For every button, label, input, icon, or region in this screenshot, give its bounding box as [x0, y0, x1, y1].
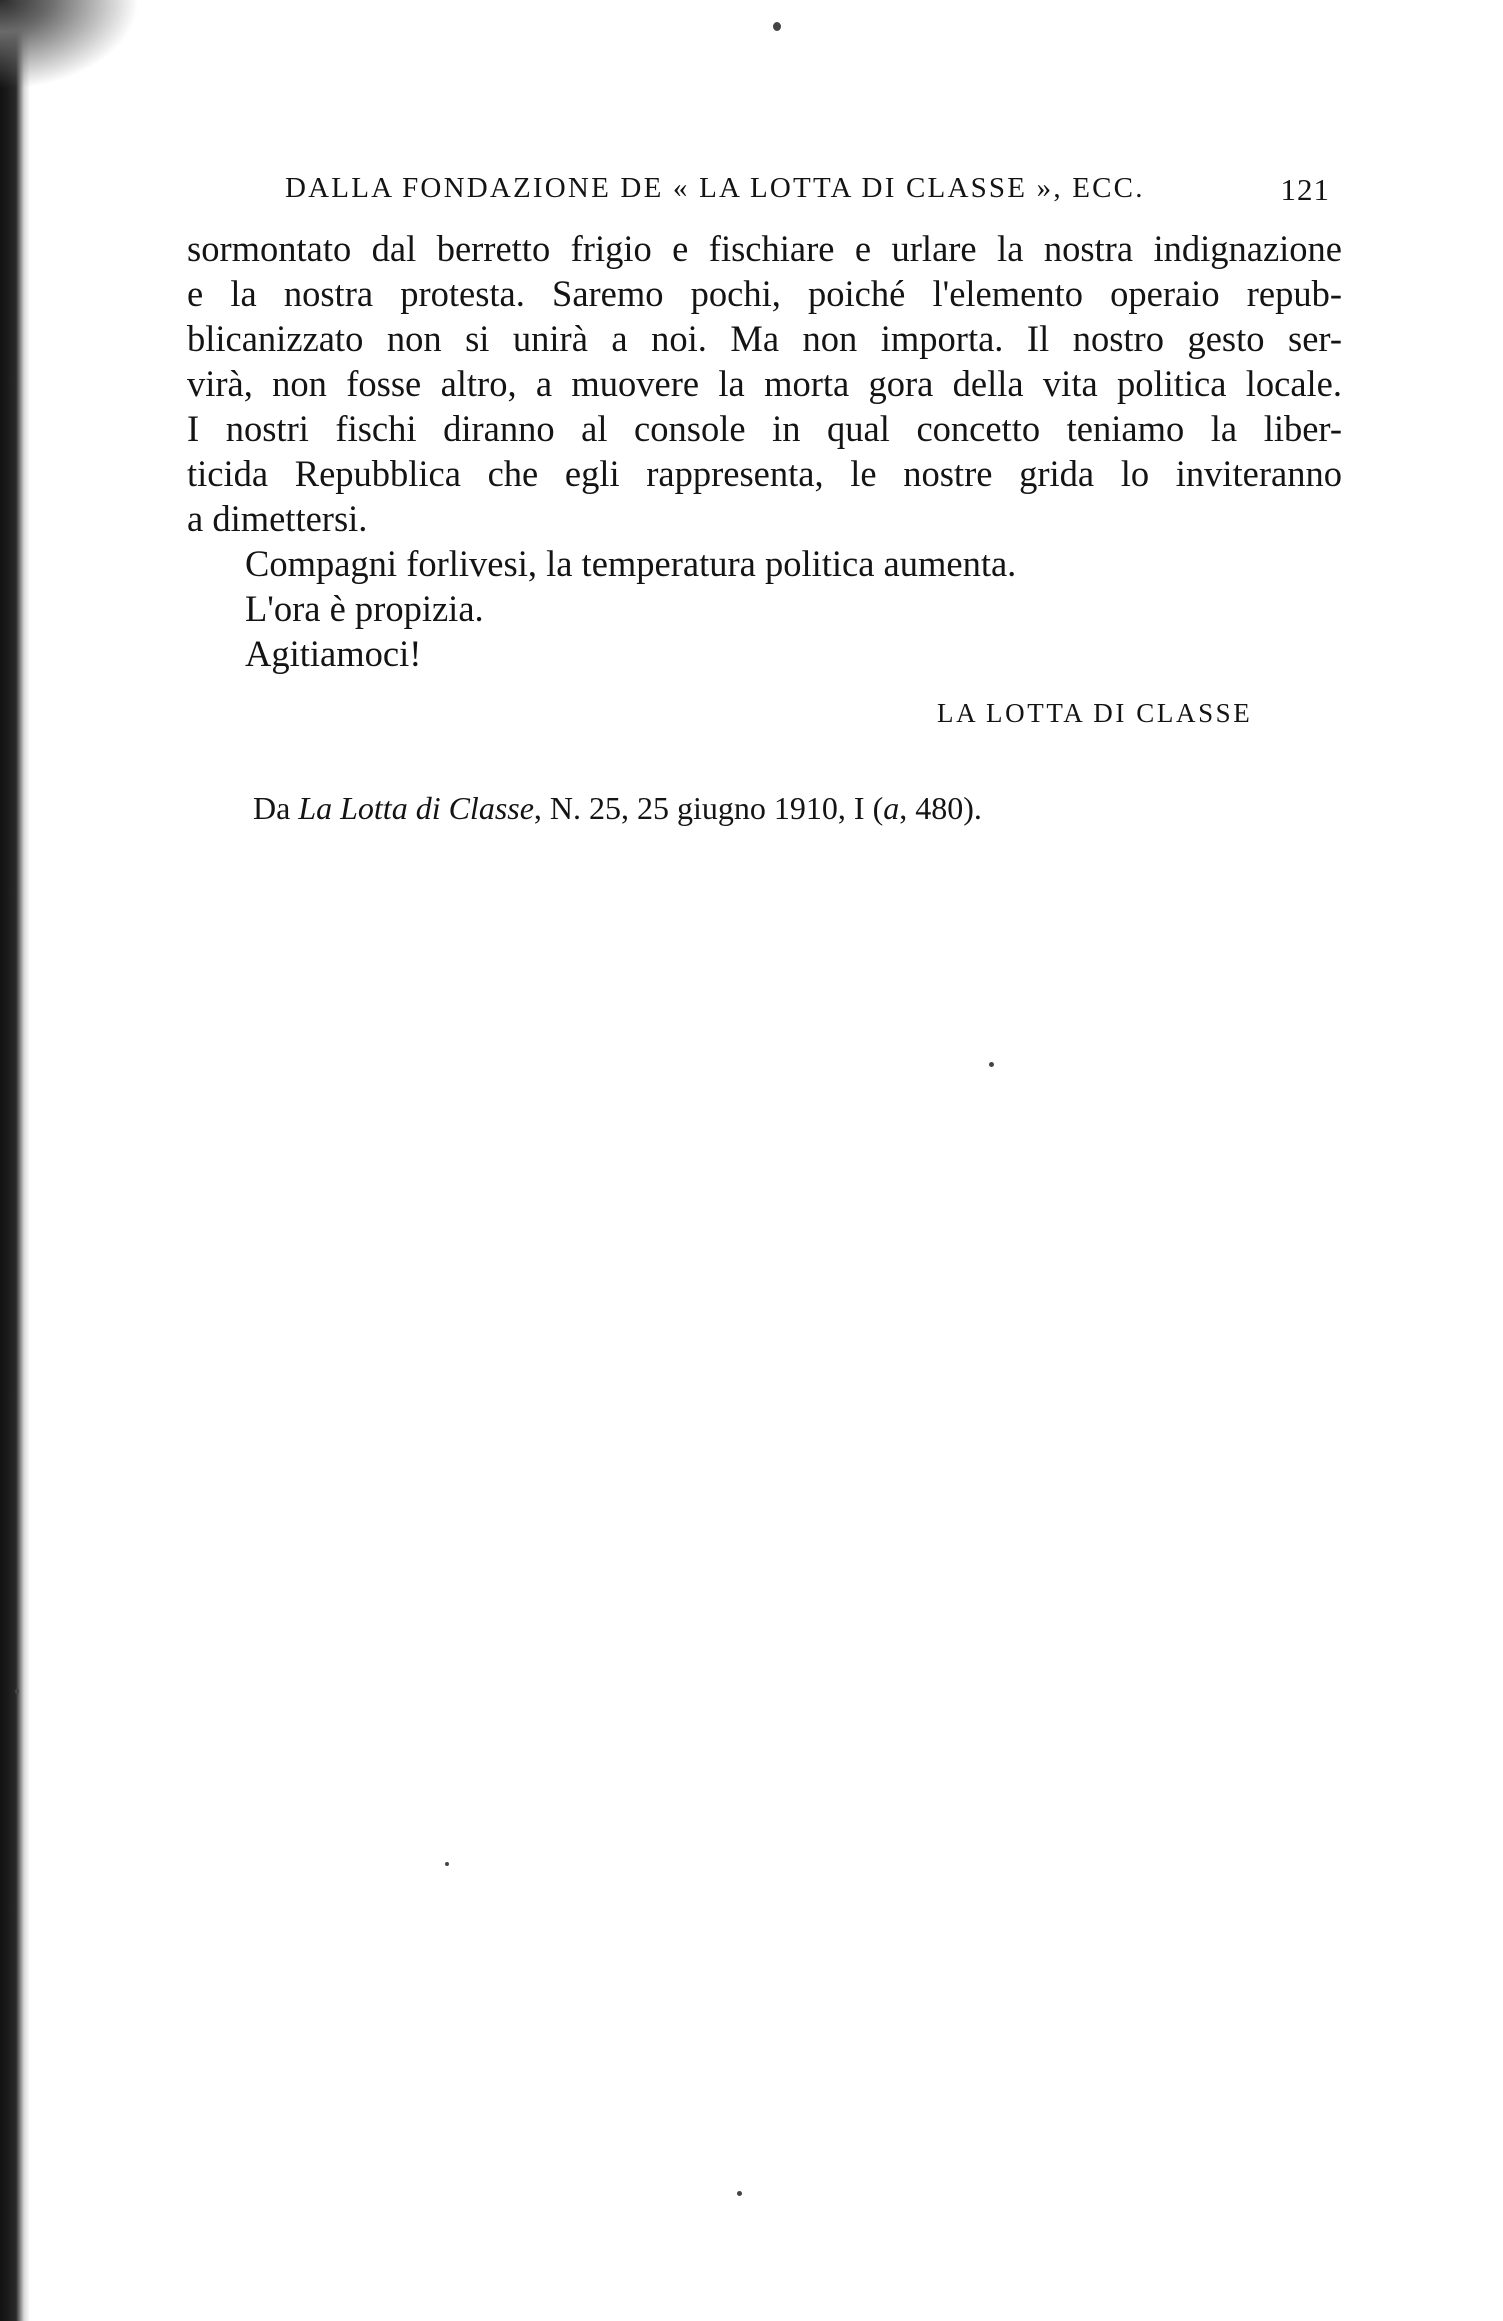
- text-line: a dimettersi.: [187, 498, 368, 539]
- source-citation: [253, 790, 982, 827]
- speck-mark: [445, 1862, 449, 1866]
- text-line: I nostri fischi diranno al console in qual concetto teniamo la liber-: [187, 408, 1342, 449]
- text-line: blicanizzato non si unirà a noi. Ma non importa. Il nostro gesto ser-: [187, 318, 1342, 359]
- speck-mark: [15, 1689, 19, 1694]
- speck-mark: [773, 22, 781, 31]
- closing-line: Agitiamoci!: [245, 633, 422, 674]
- source-prefix: Da: [253, 790, 291, 826]
- signature: LA LOTTA DI CLASSE: [937, 698, 1253, 728]
- text-line: sormontato dal berretto frigio e fischiare e urlare la nostra indignazione: [187, 228, 1342, 269]
- source-ref-letter: a: [883, 790, 900, 826]
- text-line: e la nostra protesta. Saremo pochi, poiché l'elemento operaio repub-: [187, 273, 1342, 314]
- speck-mark: [989, 1062, 994, 1067]
- corner-smudge: [0, 0, 140, 90]
- source-issue: , N. 25, 25 giugno 1910, I (: [533, 790, 884, 826]
- text-line: ticida Repubblica che egli rappresenta, le nostre grida lo inviteranno: [187, 453, 1342, 494]
- closing-line: L'ora è propizia.: [245, 588, 484, 629]
- speck-mark: [737, 2191, 742, 2196]
- running-head: [285, 172, 1330, 212]
- text-line: virà, non fosse altro, a muovere la morta gora della vita politica locale.: [187, 363, 1342, 404]
- article-text: [187, 226, 1342, 676]
- page-number: 121: [1280, 172, 1330, 207]
- closing-line: Compagni forlivesi, la temperatura politica aumenta.: [245, 543, 1017, 584]
- source-journal: La Lotta di Classe: [298, 790, 534, 826]
- page-spine-shadow: [0, 0, 30, 2321]
- running-head-title: DALLA FONDAZIONE DE « LA LOTTA DI CLASSE », ECC.: [285, 172, 1145, 204]
- source-ref-rest: , 480).: [899, 790, 982, 826]
